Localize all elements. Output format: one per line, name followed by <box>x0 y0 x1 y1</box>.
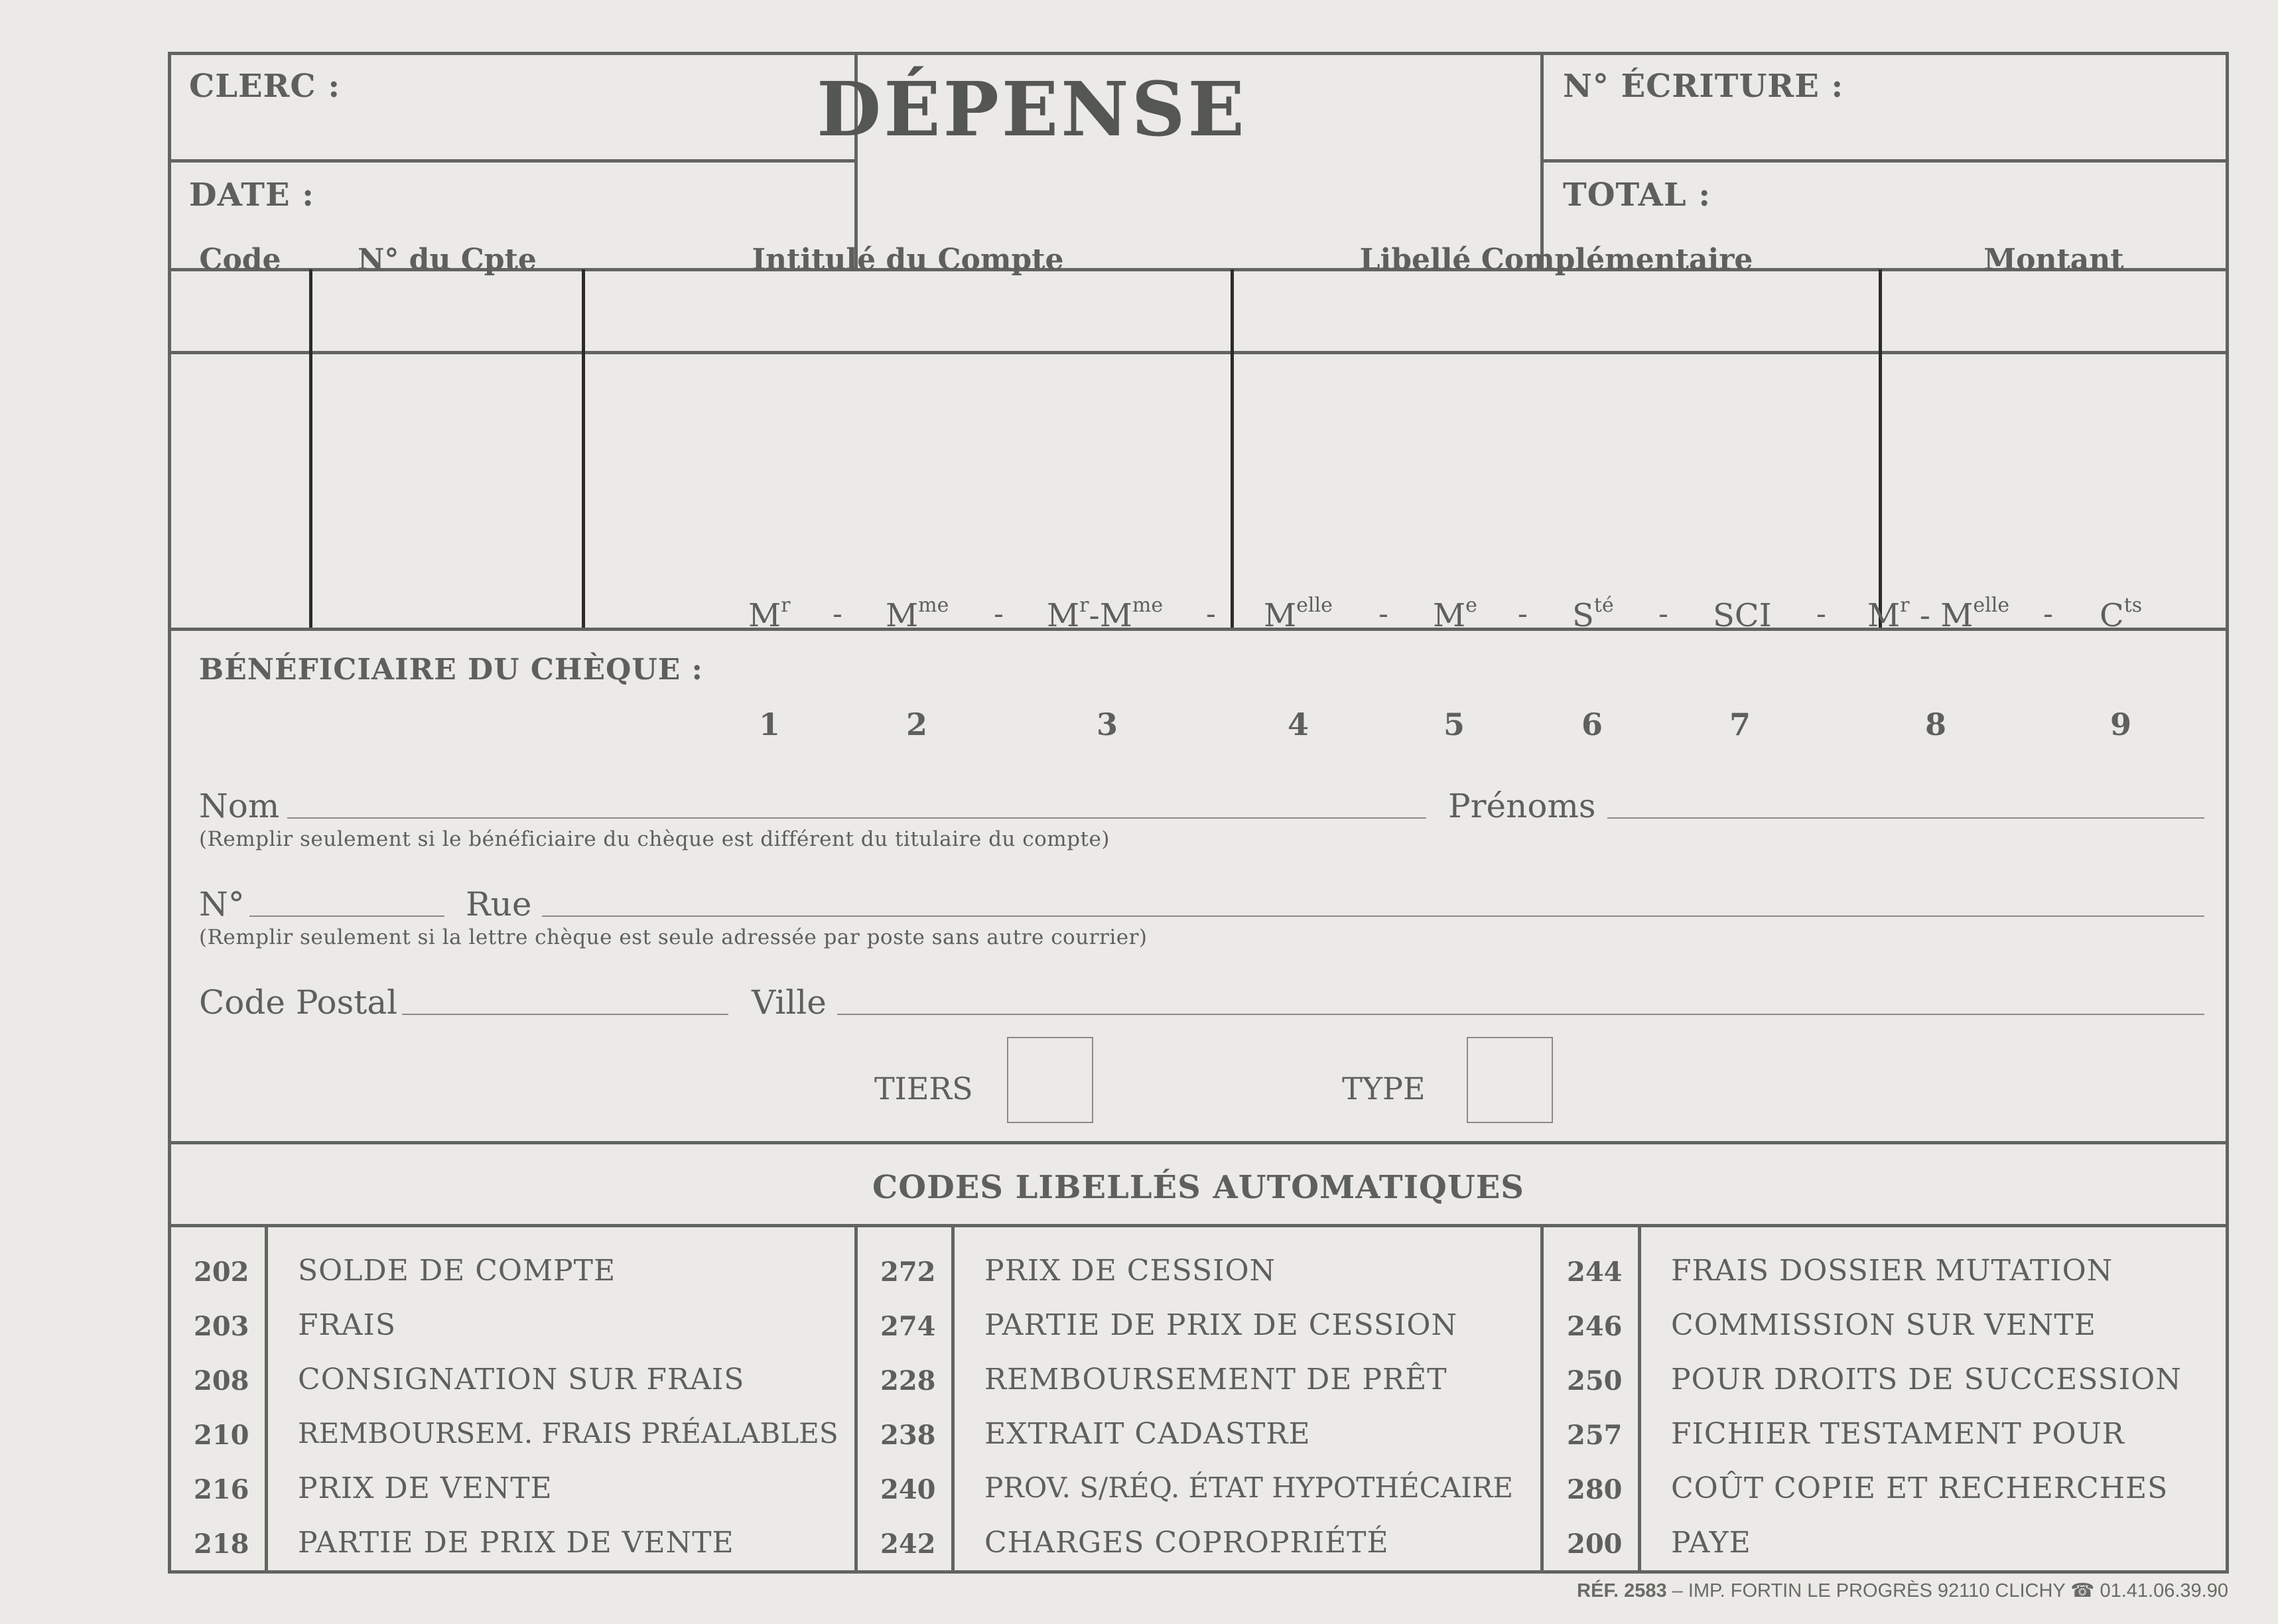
civility-base: SCI <box>1713 597 1772 634</box>
civility-sup: té <box>1593 594 1614 617</box>
code-label: COÛT COPIE ET RECHERCHES <box>1671 1471 2169 1505</box>
code-label: PRIX DE CESSION <box>984 1254 1276 1288</box>
ecriture-label: N° ÉCRITURE : <box>1563 68 1844 105</box>
depense-form <box>168 52 2229 1574</box>
codes-title: CODES LIBELLÉS AUTOMATIQUES <box>872 1169 1524 1206</box>
column-header-additional-label: Libellé Complémentaire <box>1359 243 1753 277</box>
printer-footer <box>1577 1579 2228 1602</box>
code-label: PROV. S/RÉQ. ÉTAT HYPOTHÉCAIRE <box>984 1471 1513 1504</box>
civility-base: S <box>1572 597 1594 634</box>
header-row-divider-left <box>168 159 856 163</box>
account-row-area[interactable] <box>171 354 2226 628</box>
civility-base: M <box>748 597 781 634</box>
rue-field[interactable] <box>542 915 2204 917</box>
code-label: COMMISSION SUR VENTE <box>1671 1308 2096 1342</box>
civility-separator: - <box>1816 597 1826 631</box>
total-label: TOTAL : <box>1563 176 1711 214</box>
code-label: POUR DROITS DE SUCCESSION <box>1671 1363 2182 1396</box>
code-label: FICHIER TESTAMENT POUR <box>1671 1417 2125 1451</box>
civility-base: M <box>1867 597 1901 634</box>
code-number: 202 <box>194 1256 249 1288</box>
column-header-code: Code <box>199 243 281 277</box>
codes-col-divider-1 <box>854 1225 858 1574</box>
printer-phone: 01.41.06.39.90 <box>2100 1580 2228 1601</box>
civility-sup-2: me <box>1132 594 1164 617</box>
code-label: FRAIS DOSSIER MUTATION <box>1671 1254 2113 1288</box>
civility-sup: elle <box>1296 594 1333 617</box>
beneficiary-label: BÉNÉFICIAIRE DU CHÈQUE : <box>199 653 703 687</box>
civility-base: M <box>1433 597 1466 634</box>
civility-base-2: -M <box>1089 597 1132 634</box>
code-number: 203 <box>194 1311 249 1342</box>
civility-sup: me <box>918 594 949 617</box>
clerc-label: CLERC : <box>189 68 341 105</box>
codes-num-divider-2 <box>951 1225 955 1574</box>
code-label: FRAIS <box>298 1308 396 1342</box>
code-label: PAYE <box>1671 1526 1751 1560</box>
code-number: 238 <box>880 1420 936 1451</box>
code-label: EXTRAIT CADASTRE <box>984 1417 1311 1451</box>
civility-mr-mme[interactable] <box>1047 594 1164 634</box>
civility-cts[interactable] <box>2100 594 2143 634</box>
civility-base: M <box>1047 597 1080 634</box>
code-number: 250 <box>1567 1365 1623 1396</box>
civility-separator: - <box>2043 597 2053 631</box>
civility-sup: r <box>1900 594 1910 617</box>
code-number: 272 <box>880 1256 936 1288</box>
prenoms-label: Prénoms <box>1448 787 1596 825</box>
column-header-account-title: Intitulé du Compte <box>752 243 1064 277</box>
code-postal-field[interactable] <box>402 1014 728 1015</box>
code-number: 257 <box>1567 1420 1623 1451</box>
civility-number-7: 7 <box>1729 707 1751 742</box>
code-number: 216 <box>194 1474 249 1505</box>
date-label: DATE : <box>189 176 314 214</box>
form-title: DÉPENSE <box>817 66 1247 153</box>
tiers-box[interactable] <box>1007 1037 1093 1123</box>
civility-me[interactable] <box>1433 594 1477 634</box>
civility-sup: r <box>1079 594 1089 617</box>
codes-header-line <box>168 1224 2229 1227</box>
civility-separator: - <box>1658 597 1668 631</box>
civility-sup-2: elle <box>1973 594 2010 617</box>
civility-base: M <box>886 597 919 634</box>
ville-label: Ville <box>752 983 827 1022</box>
civility-mme[interactable] <box>886 594 949 634</box>
code-number: 200 <box>1567 1528 1623 1560</box>
code-number: 240 <box>880 1474 936 1505</box>
code-label: CONSIGNATION SUR FRAIS <box>298 1363 745 1396</box>
code-label: CHARGES COPROPRIÉTÉ <box>984 1526 1389 1560</box>
code-number: 246 <box>1567 1311 1623 1342</box>
nom-note: (Remplir seulement si le bénéficiaire du chèque est différent du titulaire du compte) <box>199 827 1110 851</box>
code-label: REMBOURSEMENT DE PRÊT <box>984 1363 1447 1396</box>
civility-sup: ts <box>2123 594 2143 617</box>
civility-separator: - <box>1378 597 1388 631</box>
tiers-label: TIERS <box>874 1071 973 1107</box>
civility-number-2: 2 <box>905 707 927 742</box>
code-label: PARTIE DE PRIX DE VENTE <box>298 1526 734 1560</box>
rue-note: (Remplir seulement si la lettre chèque est seule adressée par poste sans autre courrier) <box>199 925 1148 949</box>
civility-mlle[interactable] <box>1264 594 1333 634</box>
code-postal-label: Code Postal <box>199 983 398 1022</box>
type-label: TYPE <box>1342 1071 1426 1107</box>
code-number: 218 <box>194 1528 249 1560</box>
civility-number-3: 3 <box>1096 707 1118 742</box>
code-number: 274 <box>880 1311 936 1342</box>
civility-separator: - <box>833 597 842 631</box>
civility-separator: - <box>1206 597 1216 631</box>
code-label: PRIX DE VENTE <box>298 1471 553 1505</box>
nom-field[interactable] <box>287 817 1426 819</box>
codes-num-divider-1 <box>265 1225 268 1574</box>
code-number: 244 <box>1567 1256 1623 1288</box>
code-label: REMBOURSEM. FRAIS PRÉALABLES <box>298 1417 838 1450</box>
code-number: 210 <box>194 1420 249 1451</box>
civility-base: C <box>2100 597 2124 634</box>
rue-label: Rue <box>466 885 532 923</box>
codes-top-line <box>168 1141 2229 1144</box>
civility-ste[interactable] <box>1572 594 1614 634</box>
reference-number: RÉF. 2583 <box>1577 1580 1667 1601</box>
civility-number-5: 5 <box>1443 707 1465 742</box>
civility-separator: - <box>1518 597 1528 631</box>
code-number: 228 <box>880 1365 936 1396</box>
codes-num-divider-3 <box>1638 1225 1641 1574</box>
civility-base-2: - M <box>1909 597 1974 634</box>
code-number: 242 <box>880 1528 936 1560</box>
ville-field[interactable] <box>837 1014 2204 1015</box>
codes-col-divider-2 <box>1540 1225 1544 1574</box>
civility-number-8: 8 <box>1924 707 1946 742</box>
prenoms-field[interactable] <box>1607 817 2204 819</box>
printer-info: – IMP. FORTIN LE PROGRÈS 92110 CLICHY <box>1672 1580 2066 1601</box>
column-header-account-number: N° du Cpte <box>358 243 537 277</box>
civility-number-6: 6 <box>1581 707 1603 742</box>
civility-sup: r <box>781 594 791 617</box>
civility-sup: e <box>1465 594 1477 617</box>
phone-icon: ☎ <box>2070 1580 2095 1601</box>
civility-separator: - <box>994 597 1004 631</box>
code-number: 280 <box>1567 1474 1623 1505</box>
code-number: 208 <box>194 1365 249 1396</box>
numero-label: N° <box>199 885 245 923</box>
civility-sci[interactable] <box>1713 597 1772 634</box>
header-row-divider-right <box>1542 159 2229 163</box>
nom-label: Nom <box>199 787 280 825</box>
numero-field[interactable] <box>249 915 444 917</box>
civility-base: M <box>1264 597 1297 634</box>
code-label: SOLDE DE COMPTE <box>298 1254 616 1288</box>
civility-number-9: 9 <box>2110 707 2131 742</box>
column-header-amount: Montant <box>1983 243 2124 277</box>
type-box[interactable] <box>1467 1037 1553 1123</box>
code-label: PARTIE DE PRIX DE CESSION <box>984 1308 1457 1342</box>
civility-number-1: 1 <box>758 707 780 742</box>
civility-number-4: 4 <box>1287 707 1309 742</box>
civility-mr-mlle[interactable] <box>1867 594 2010 634</box>
civility-mr[interactable] <box>748 594 791 634</box>
